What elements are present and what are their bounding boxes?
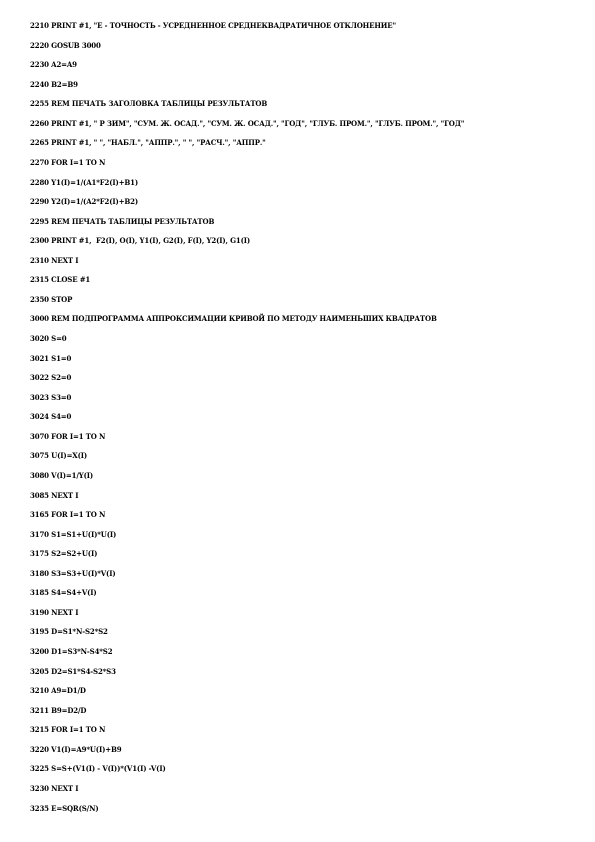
code-line: 3075 U(I)=X(I) xyxy=(30,451,88,461)
code-line: 3210 A9=D1/D xyxy=(30,686,86,696)
code-line: 3085 NEXT I xyxy=(30,490,79,500)
code-listing xyxy=(30,16,570,818)
code-line: 3195 D=S1*N-S2*S2 xyxy=(30,627,108,637)
code-line: 2220 GOSUB 3000 xyxy=(30,40,101,50)
code-line: 3021 S1=0 xyxy=(30,353,72,363)
code-line: 3185 S4=S4+V(I) xyxy=(30,588,97,598)
code-line: 2240 B2=B9 xyxy=(30,79,78,89)
code-line: 2295 REM ПЕЧАТЬ ТАБЛИЦЫ РЕЗУЛЬТАТОВ xyxy=(30,216,215,226)
code-line: 3225 S=S+(V1(I) - V(I))*(V1(I) -V(I) xyxy=(30,764,166,774)
code-line: 3220 V1(I)=A9*U(I)+B9 xyxy=(30,744,122,754)
code-line: 3211 B9=D2/D xyxy=(30,705,87,715)
code-line: 2270 FOR I=1 TO N xyxy=(30,157,106,167)
code-line: 3000 REM ПОДПРОГРАММА АППРОКСИМАЦИИ КРИВОЙ ПО МЕТОДУ НАИМЕНЬШИХ КВАДРАТОВ xyxy=(30,314,437,324)
code-line: 3205 D2=S1*S4-S2*S3 xyxy=(30,666,116,676)
code-line: 2315 CLOSE #1 xyxy=(30,275,91,285)
code-line: 2260 PRINT #1, " Р ЗИМ", "СУМ. Ж. ОСАД.", "СУМ. Ж. ОСАД.", "ГОД", "ГЛУБ. ПРОМ.", "ГЛУБ. ПРОМ.", "ГОД" xyxy=(30,118,465,128)
code-line: 2210 PRINT #1, "E - ТОЧНОСТЬ - УСРЕДНЕННОЕ СРЕДНЕКВАДРАТИЧНОЕ ОТКЛОНЕНИЕ" xyxy=(30,21,396,30)
code-line: 3170 S1=S1+U(I)*U(I) xyxy=(30,529,117,539)
code-line: 2265 PRINT #1, " ", "НАБЛ.", "АППР.", " ", "РАСЧ.", "АППР." xyxy=(30,138,266,148)
code-line: 3175 S2=S2+U(I) xyxy=(30,549,98,559)
code-line: 3080 V(I)=1/Y(I) xyxy=(30,470,94,480)
code-line: 3180 S3=S3+U(I)*V(I) xyxy=(30,568,116,578)
code-line: 3215 FOR I=1 TO N xyxy=(30,725,106,735)
code-line: 3200 D1=S3*N-S4*S2 xyxy=(30,647,113,656)
code-line: 2310 NEXT I xyxy=(30,255,79,265)
code-line: 3020 S=0 xyxy=(30,334,67,343)
code-line: 2350 STOP xyxy=(30,294,73,304)
code-line: 3190 NEXT I xyxy=(30,607,79,617)
code-line: 2290 Y2(I)=1/(A2*F2(I)+B2) xyxy=(30,197,139,207)
code-line: 3235 E=SQR(S/N) xyxy=(30,803,99,813)
code-line: 3022 S2=0 xyxy=(30,373,72,383)
code-line: 2230 A2=A9 xyxy=(30,60,77,70)
code-line: 2280 Y1(I)=1/(A1*F2(I)+B1) xyxy=(30,177,139,187)
code-line: 3023 S3=0 xyxy=(30,392,72,402)
code-line: 3024 S4=0 xyxy=(30,412,72,422)
code-line: 2300 PRINT #1, F2(I), O(I), Y1(I), G2(I), F(I), Y2(I), G1(I) xyxy=(30,236,251,246)
code-line: 2255 REM ПЕЧАТЬ ЗАГОЛОВКА ТАБЛИЦЫ РЕЗУЛЬТАТОВ xyxy=(30,99,268,109)
code-line: 3165 FOR I=1 TO N xyxy=(30,510,106,520)
code-line: 3070 FOR I=1 TO N xyxy=(30,431,106,441)
code-line: 3230 NEXT I xyxy=(30,783,79,793)
